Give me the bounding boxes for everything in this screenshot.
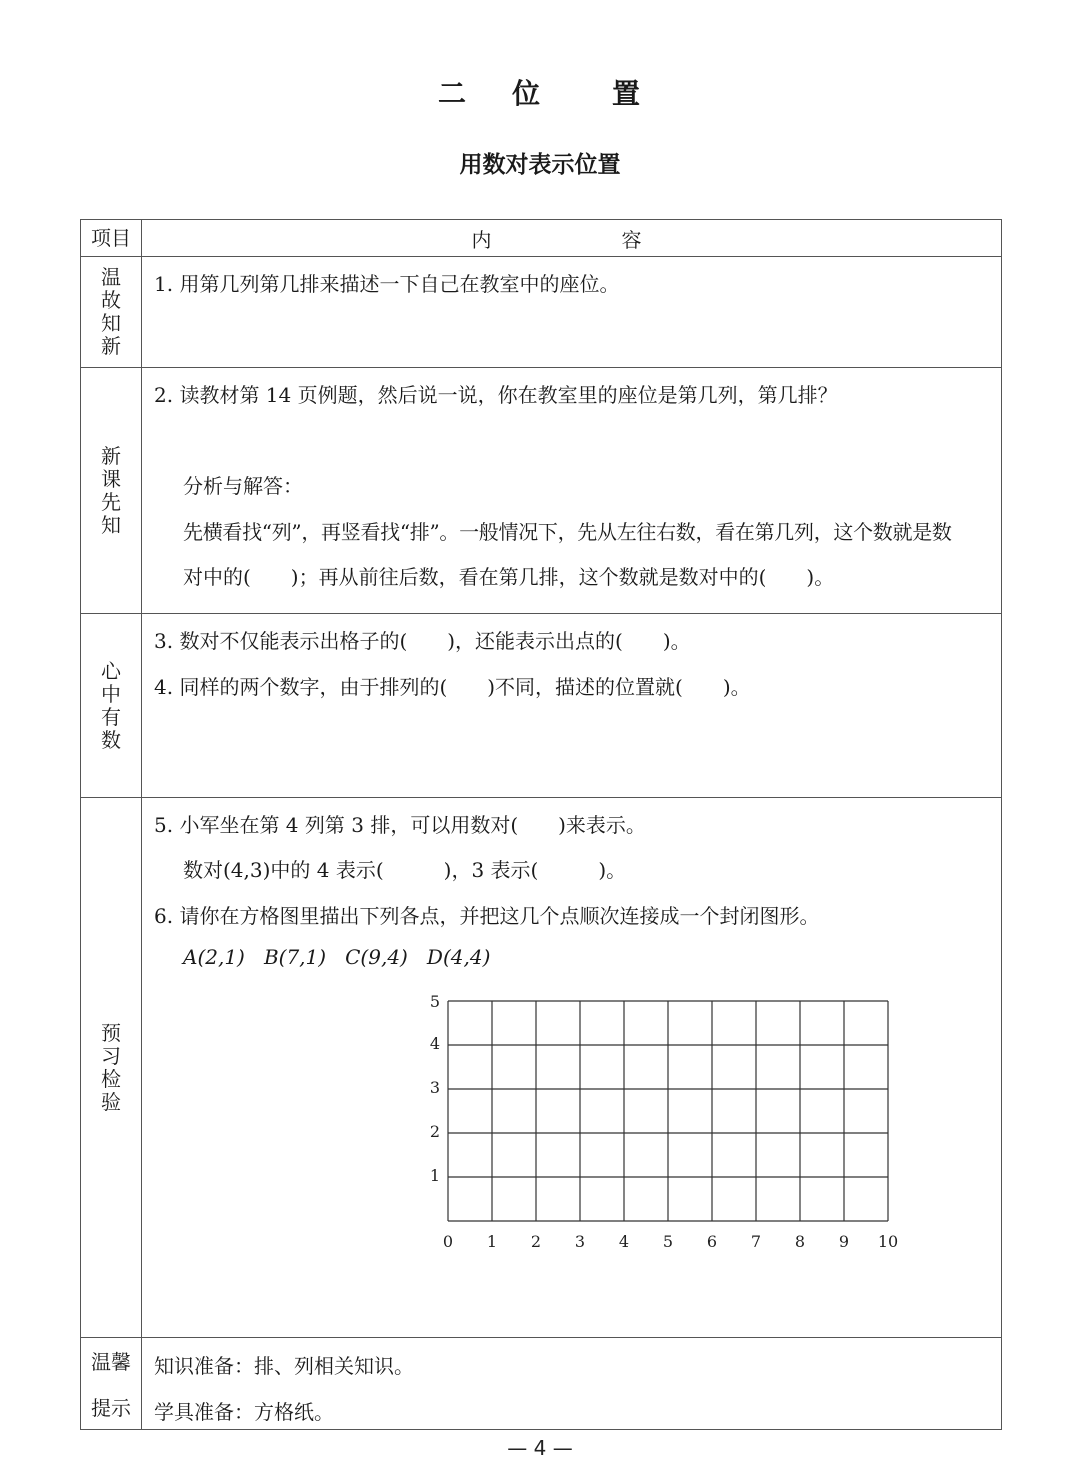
category-char: 知: [101, 512, 121, 537]
question-5: 5. 小军坐在第 4 列第 3 排，可以用数对( )来表示。: [154, 813, 646, 837]
row-divider: [81, 1337, 1001, 1338]
analysis-label: 分析与解答：: [183, 474, 303, 498]
x-tick-label: 5: [662, 1232, 674, 1251]
title-char: 置: [612, 77, 643, 110]
grid-svg: [426, 995, 926, 1265]
header-col1: 项目: [91, 225, 131, 250]
analysis-line-2: 对中的( )；再从前往后数，看在第几排，这个数就是数对中的( )。: [183, 565, 835, 589]
category-preview: [81, 368, 141, 613]
category-char: 课: [101, 466, 121, 491]
header-col2: 内 容: [471, 228, 672, 252]
category-char: 有: [101, 704, 121, 729]
y-tick-label: 2: [429, 1122, 440, 1141]
title-char: 位: [511, 77, 542, 110]
category-char: 验: [101, 1089, 121, 1114]
row-divider: [81, 797, 1001, 798]
category-char: 知: [101, 311, 121, 335]
category-check: [81, 798, 141, 1337]
row-divider: [81, 256, 1001, 257]
question-6: 6. 请你在方格图里描出下列各点，并把这几个点顺次连接成一个封闭图形。: [154, 904, 820, 928]
y-tick-label: 3: [429, 1078, 440, 1097]
point-c: C(9,4): [345, 945, 408, 969]
x-tick-label: 1: [486, 1232, 498, 1251]
page-number: — 4 —: [507, 1436, 573, 1460]
x-tick-label: 7: [750, 1232, 762, 1251]
column-divider: [141, 220, 142, 1429]
category-mind: [81, 614, 141, 797]
category-review: [81, 257, 141, 367]
category-char: 心: [101, 658, 121, 683]
question-4: 4. 同样的两个数字，由于排列的( )不同，描述的位置就( )。: [154, 675, 751, 699]
category-char: 新: [101, 334, 121, 358]
row-divider: [81, 613, 1001, 614]
category-word: 温馨: [91, 1349, 131, 1374]
x-tick-label: 9: [838, 1232, 850, 1251]
y-tick-label: 5: [429, 995, 440, 1011]
worksheet-table: [80, 219, 1002, 1430]
point-b: B(7,1): [263, 945, 327, 969]
x-tick-label: 6: [706, 1232, 718, 1251]
question-1: 1. 用第几列第几排来描述一下自己在教室中的座位。: [154, 272, 620, 296]
tip-tools: 学具准备：方格纸。: [154, 1400, 334, 1424]
category-char: 故: [101, 288, 121, 312]
y-tick-label: 1: [429, 1166, 440, 1185]
category-word: 提示: [91, 1395, 131, 1420]
analysis-line-1: 先横看找“列”，再竖看找“排”。一般情况下，先从左往右数，看在第几列，这个数就是数: [183, 520, 952, 544]
category-char: 中: [101, 681, 121, 706]
question-2: 2. 读教材第 14 页例题，然后说一说，你在教室里的座位是第几列，第几排？: [154, 383, 838, 407]
category-char: 预: [101, 1020, 121, 1045]
category-char: 数: [101, 727, 121, 752]
section-subtitle: 用数对表示位置: [459, 152, 621, 178]
point-d: D(4,4): [426, 945, 491, 969]
x-tick-label: 10: [877, 1232, 899, 1251]
title-char: 二: [437, 77, 468, 110]
x-tick-label: 2: [530, 1232, 542, 1251]
point-list: [183, 945, 490, 969]
category-char: 温: [101, 265, 121, 289]
question-5-sub: 数对(4,3)中的 4 表示( )，3 表示( )。: [183, 858, 627, 882]
x-tick-label: 0: [442, 1232, 454, 1251]
page-title: [0, 72, 1080, 112]
category-char: 检: [101, 1066, 121, 1091]
category-char: 先: [101, 489, 121, 514]
category-char: 新: [101, 443, 121, 468]
y-tick-label: 4: [429, 1034, 440, 1053]
category-tips: [81, 1338, 141, 1431]
x-tick-label: 4: [618, 1232, 630, 1251]
tip-knowledge: 知识准备：排、列相关知识。: [154, 1354, 414, 1378]
point-a: A(2,1): [183, 945, 245, 969]
x-tick-label: 3: [574, 1232, 586, 1251]
question-3: 3. 数对不仅能表示出格子的( )，还能表示出点的( )。: [154, 629, 691, 653]
category-char: 习: [101, 1043, 121, 1068]
x-tick-label: 8: [794, 1232, 806, 1251]
row-divider: [81, 367, 1001, 368]
coordinate-grid[interactable]: [426, 995, 926, 1269]
